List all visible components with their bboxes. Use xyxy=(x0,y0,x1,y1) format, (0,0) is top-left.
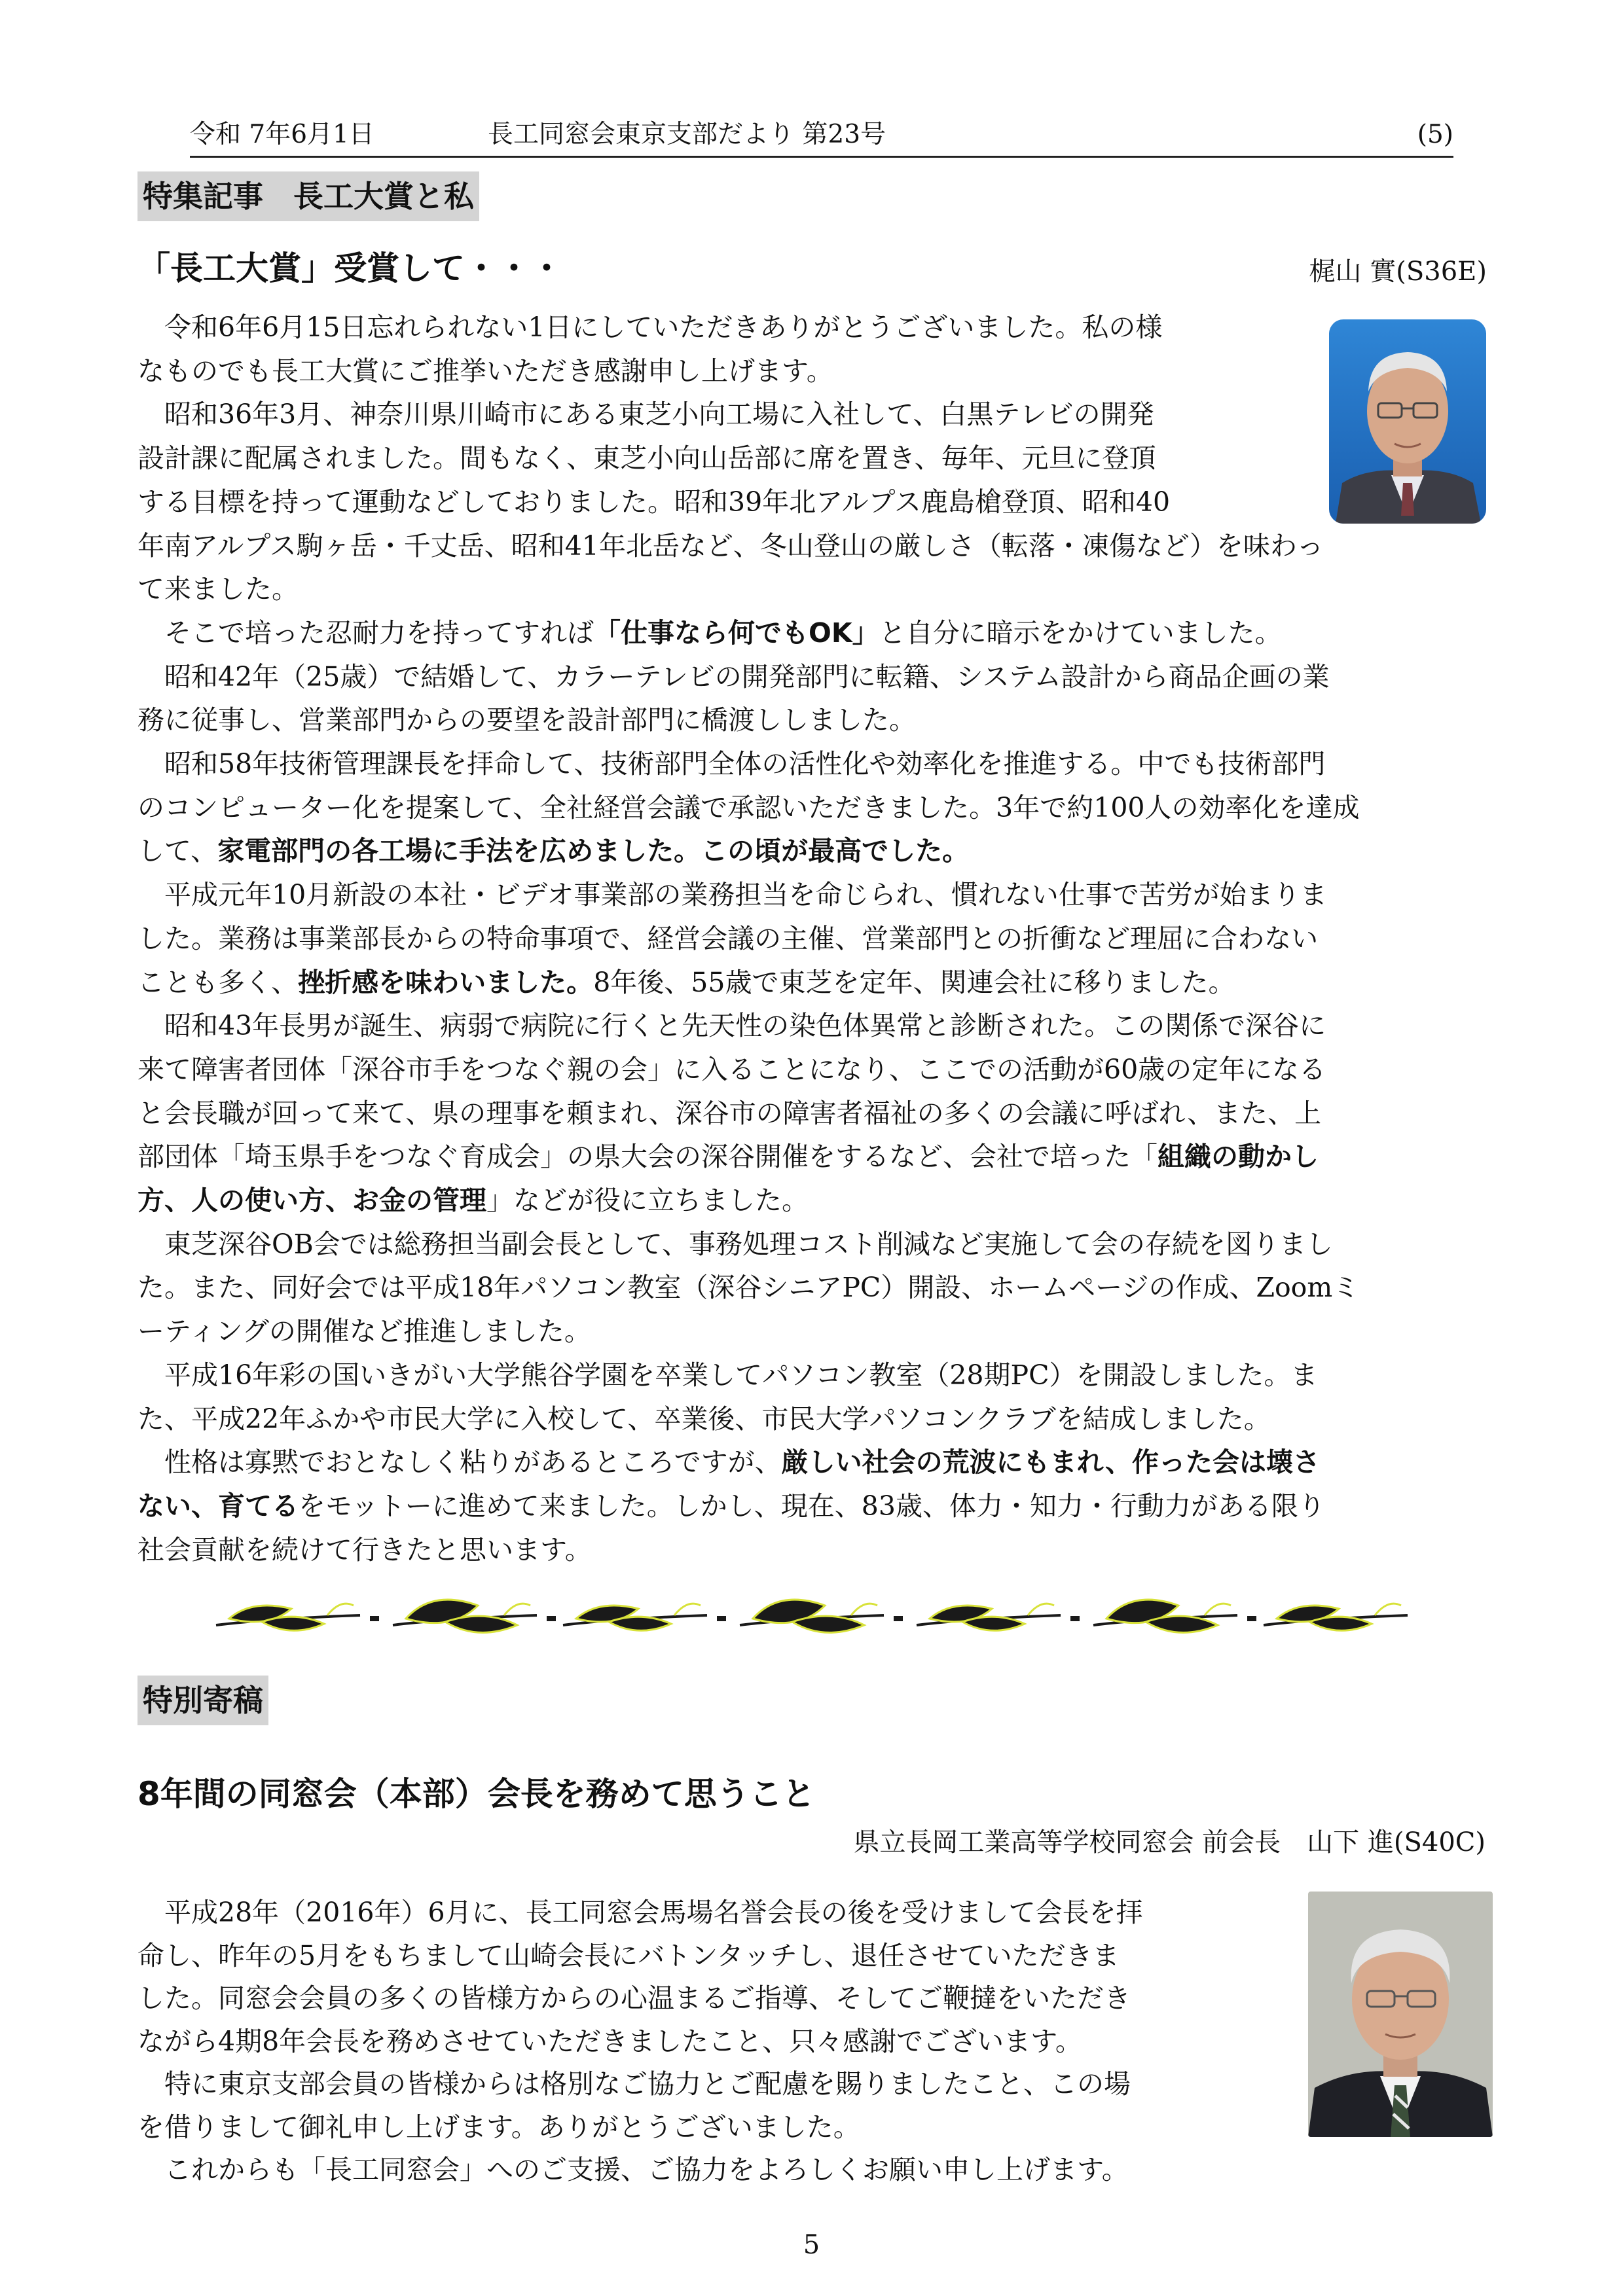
section1-line xyxy=(137,1050,1326,1089)
section1-line xyxy=(137,395,1154,434)
section1-line xyxy=(137,919,1318,958)
section1-line xyxy=(137,1268,1359,1307)
text: 8年後、55歳で東芝を定年、関連会社に移りました。 xyxy=(593,966,1235,998)
text: 平成16年彩の国いきがい大学熊谷学園を卒業してパソコン教室（28期PC）を開設しました。ま xyxy=(137,1359,1318,1391)
text: 特に東京支部会員の皆様からは格別なご協力とご配慮を賜りましたこと、この場 xyxy=(137,2068,1131,2100)
bold-text: ない、育てる xyxy=(137,1490,299,1522)
author-photo-kajiyama xyxy=(1329,319,1486,524)
section1-line xyxy=(137,439,1156,478)
text: ーティングの開催など推進しました。 xyxy=(137,1316,591,1348)
section2-line xyxy=(137,1893,1143,1932)
author-photo-yamashita xyxy=(1308,1892,1493,2137)
text: 昭和42年（25歳）で結婚して、カラーテレビの開発部門に転籍、システム設計から商品企画の業 xyxy=(137,660,1330,692)
section1-line xyxy=(137,1399,1271,1439)
text: 令和6年6月15日忘れられない1日にしていただきありがとうございました。私の様 xyxy=(137,312,1163,343)
section1-line xyxy=(137,744,1325,783)
page-header xyxy=(190,115,1453,158)
section1-line xyxy=(137,1094,1321,1133)
bold-text: 「仕事なら何でもOK」 xyxy=(594,617,879,649)
section2-label: 特別寄稿 xyxy=(137,1676,268,1725)
text: ながら4期8年会長を務めさせていただきましたこと、只々感謝でございます。 xyxy=(137,2025,1082,2057)
section2-line xyxy=(137,2064,1131,2104)
section2-line xyxy=(137,2022,1082,2061)
section1-title: 「長工大賞」受賞して・・・ xyxy=(137,249,563,287)
text: 命し、昨年の5月をもちまして山崎会長にバトンタッチし、退任させていただきま xyxy=(137,1939,1120,1971)
section1-line xyxy=(137,700,916,740)
section1-line xyxy=(137,1530,592,1570)
text: 昭和43年長男が誕生、病弱で病院に行くと先天性の染色体異常と診断された。この関係で深谷に xyxy=(137,1010,1326,1042)
leaf-ornament xyxy=(740,1600,903,1632)
text: 昭和36年3月、神奈川県川崎市にある東芝小向工場に入社して、白黒テレビの開発 xyxy=(137,399,1154,431)
section1-line xyxy=(137,831,969,870)
text: 社会貢献を続けて行きたと思います。 xyxy=(137,1534,592,1566)
text: した。同窓会会員の多くの皆様方からの心温まるご指導、そしてご鞭撻をいただき xyxy=(137,1982,1131,2014)
section1-line xyxy=(137,1486,1325,1526)
bold-text: 挫折感を味わいました。 xyxy=(298,966,594,998)
section1-line xyxy=(137,1137,1319,1176)
text: 性格は寡黙でおとなしく粘りがあるところですが、 xyxy=(137,1446,782,1479)
text: 部団体「埼玉県手をつなぐ育成会」の県大会の深谷開催をするなど、会社で培った「 xyxy=(137,1141,1158,1173)
section1-line xyxy=(137,308,1162,347)
leaf-ornament xyxy=(393,1600,556,1632)
text: た、平成22年ふかや市民大学に入校して、卒業後、市民大学パソコンクラブを結成しました。 xyxy=(137,1403,1271,1435)
section1-line xyxy=(137,875,1327,914)
text: ことも多く、 xyxy=(137,966,299,998)
bold-text: 組織の動かし xyxy=(1158,1141,1319,1173)
text: そこで培った忍耐力を持ってすれば xyxy=(137,617,594,649)
header-page-marker: (5) xyxy=(1417,120,1453,149)
section1-line xyxy=(137,482,1170,522)
text: して、 xyxy=(137,835,218,867)
section1-line xyxy=(137,963,1235,1002)
section1-line xyxy=(137,1006,1326,1045)
section1-author: 梶山 實(S36E) xyxy=(1309,257,1487,287)
section2-line xyxy=(137,2108,860,2147)
text: 年南アルプス駒ヶ岳・千丈岳、昭和41年北岳など、冬山登山の厳しさ（転落・凍傷など）を味わっ xyxy=(137,529,1324,562)
text: なものでも長工大賞にご推挙いただき感謝申し上げます。 xyxy=(137,355,833,387)
section1-line xyxy=(137,569,299,609)
leaf-ornament xyxy=(1093,1600,1256,1632)
leaf-divider xyxy=(210,1583,1414,1655)
section2-line xyxy=(137,1979,1131,2018)
text: 東芝深谷OB会では総務担当副会長として、事務処理コスト削減など実施して会の存続を図りまし xyxy=(137,1228,1333,1260)
text: を借りまして御礼申し上げます。ありがとうございました。 xyxy=(137,2111,860,2143)
text: する目標を持って運動などしておりました。昭和39年北アルプス鹿島槍登頂、昭和40 xyxy=(137,486,1171,518)
section1-line xyxy=(137,613,1282,653)
text: て来ました。 xyxy=(137,573,299,605)
text: と自分に暗示をかけていました。 xyxy=(879,617,1282,649)
text: これからも「長工同窓会」へのご支援、ご協力をよろしくお願い申し上げます。 xyxy=(137,2154,1129,2185)
text: した。業務は事業部長からの特命事項で、経営会議の主催、営業部門との折衝など理屈に合わない xyxy=(137,922,1319,954)
section1-line xyxy=(137,788,1360,827)
text: 務に従事し、営業部門からの要望を設計部門に橋渡ししました。 xyxy=(137,704,916,736)
leaf-ornament xyxy=(563,1604,726,1630)
leaf-ornament xyxy=(216,1604,379,1630)
header-date: 令和 7年6月1日 xyxy=(190,120,374,149)
text: た。また、同好会では平成18年パソコン教室（深谷シニアPC）開設、ホームページの作成、Zoomミ xyxy=(137,1272,1360,1304)
text: 来て障害者団体「深谷市手をつなぐ親の会」に入ることになり、ここでの活動が60歳の定年になる xyxy=(137,1053,1326,1085)
leaf-ornament xyxy=(1264,1604,1414,1630)
bold-text: 厳しい社会の荒波にもまれ、作った会は壊さ xyxy=(781,1446,1321,1479)
section1-line xyxy=(137,526,1323,565)
section1-line xyxy=(137,1225,1333,1264)
bold-text: 家電部門の各工場に手法を広めました。この頃が最高でした。 xyxy=(217,835,970,867)
text: 設計課に配属されました。間もなく、東芝小向山岳部に席を置き、毎年、元旦に登頂 xyxy=(137,442,1156,475)
bold-text: 方、人の使い方、お金の管理 xyxy=(137,1185,486,1216)
text: をモットーに進めて来ました。しかし、現在、83歳、体力・知力・行動力がある限り xyxy=(299,1490,1325,1522)
text: のコンピューター化を提案して、全社経営会議で承認いただきました。3年で約100人の効率化を達成 xyxy=(137,791,1360,823)
header-issue: 長工同窓会東京支部だより 第23号 xyxy=(488,120,886,149)
section1-line xyxy=(137,1443,1320,1482)
text: 」などが役に立ちました。 xyxy=(486,1185,809,1216)
page-number: 5 xyxy=(803,2230,820,2260)
section2-line xyxy=(137,2150,1129,2189)
section1-line xyxy=(137,657,1330,696)
text: 昭和58年技術管理課長を拝命して、技術部門全体の活性化や効率化を推進する。中でも技術部門 xyxy=(137,748,1326,780)
text: 平成元年10月新設の本社・ビデオ事業部の業務担当を命じられ、慣れない仕事で苦労が始まりま xyxy=(137,879,1327,911)
leaf-ornament xyxy=(917,1604,1080,1630)
text: と会長職が回って来て、県の理事を頼まれ、深谷市の障害者福祉の多くの会議に呼ばれ、また、上 xyxy=(137,1097,1322,1129)
section1-line xyxy=(137,351,833,391)
section1-line xyxy=(137,1181,809,1220)
section1-label: 特集記事 長工大賞と私 xyxy=(137,171,479,221)
section2-author: 県立長岡工業高等学校同窓会 前会長 山下 進(S40C) xyxy=(853,1827,1486,1857)
section1-line xyxy=(137,1355,1317,1395)
section2-line xyxy=(137,1936,1120,1975)
section1-line xyxy=(137,1312,591,1351)
text: 平成28年（2016年）6月に、長工同窓会馬場名誉会長の後を受けまして会長を拝 xyxy=(137,1897,1143,1928)
section2-title: 8年間の同窓会（本部）会長を務めて思うこと xyxy=(137,1775,815,1813)
